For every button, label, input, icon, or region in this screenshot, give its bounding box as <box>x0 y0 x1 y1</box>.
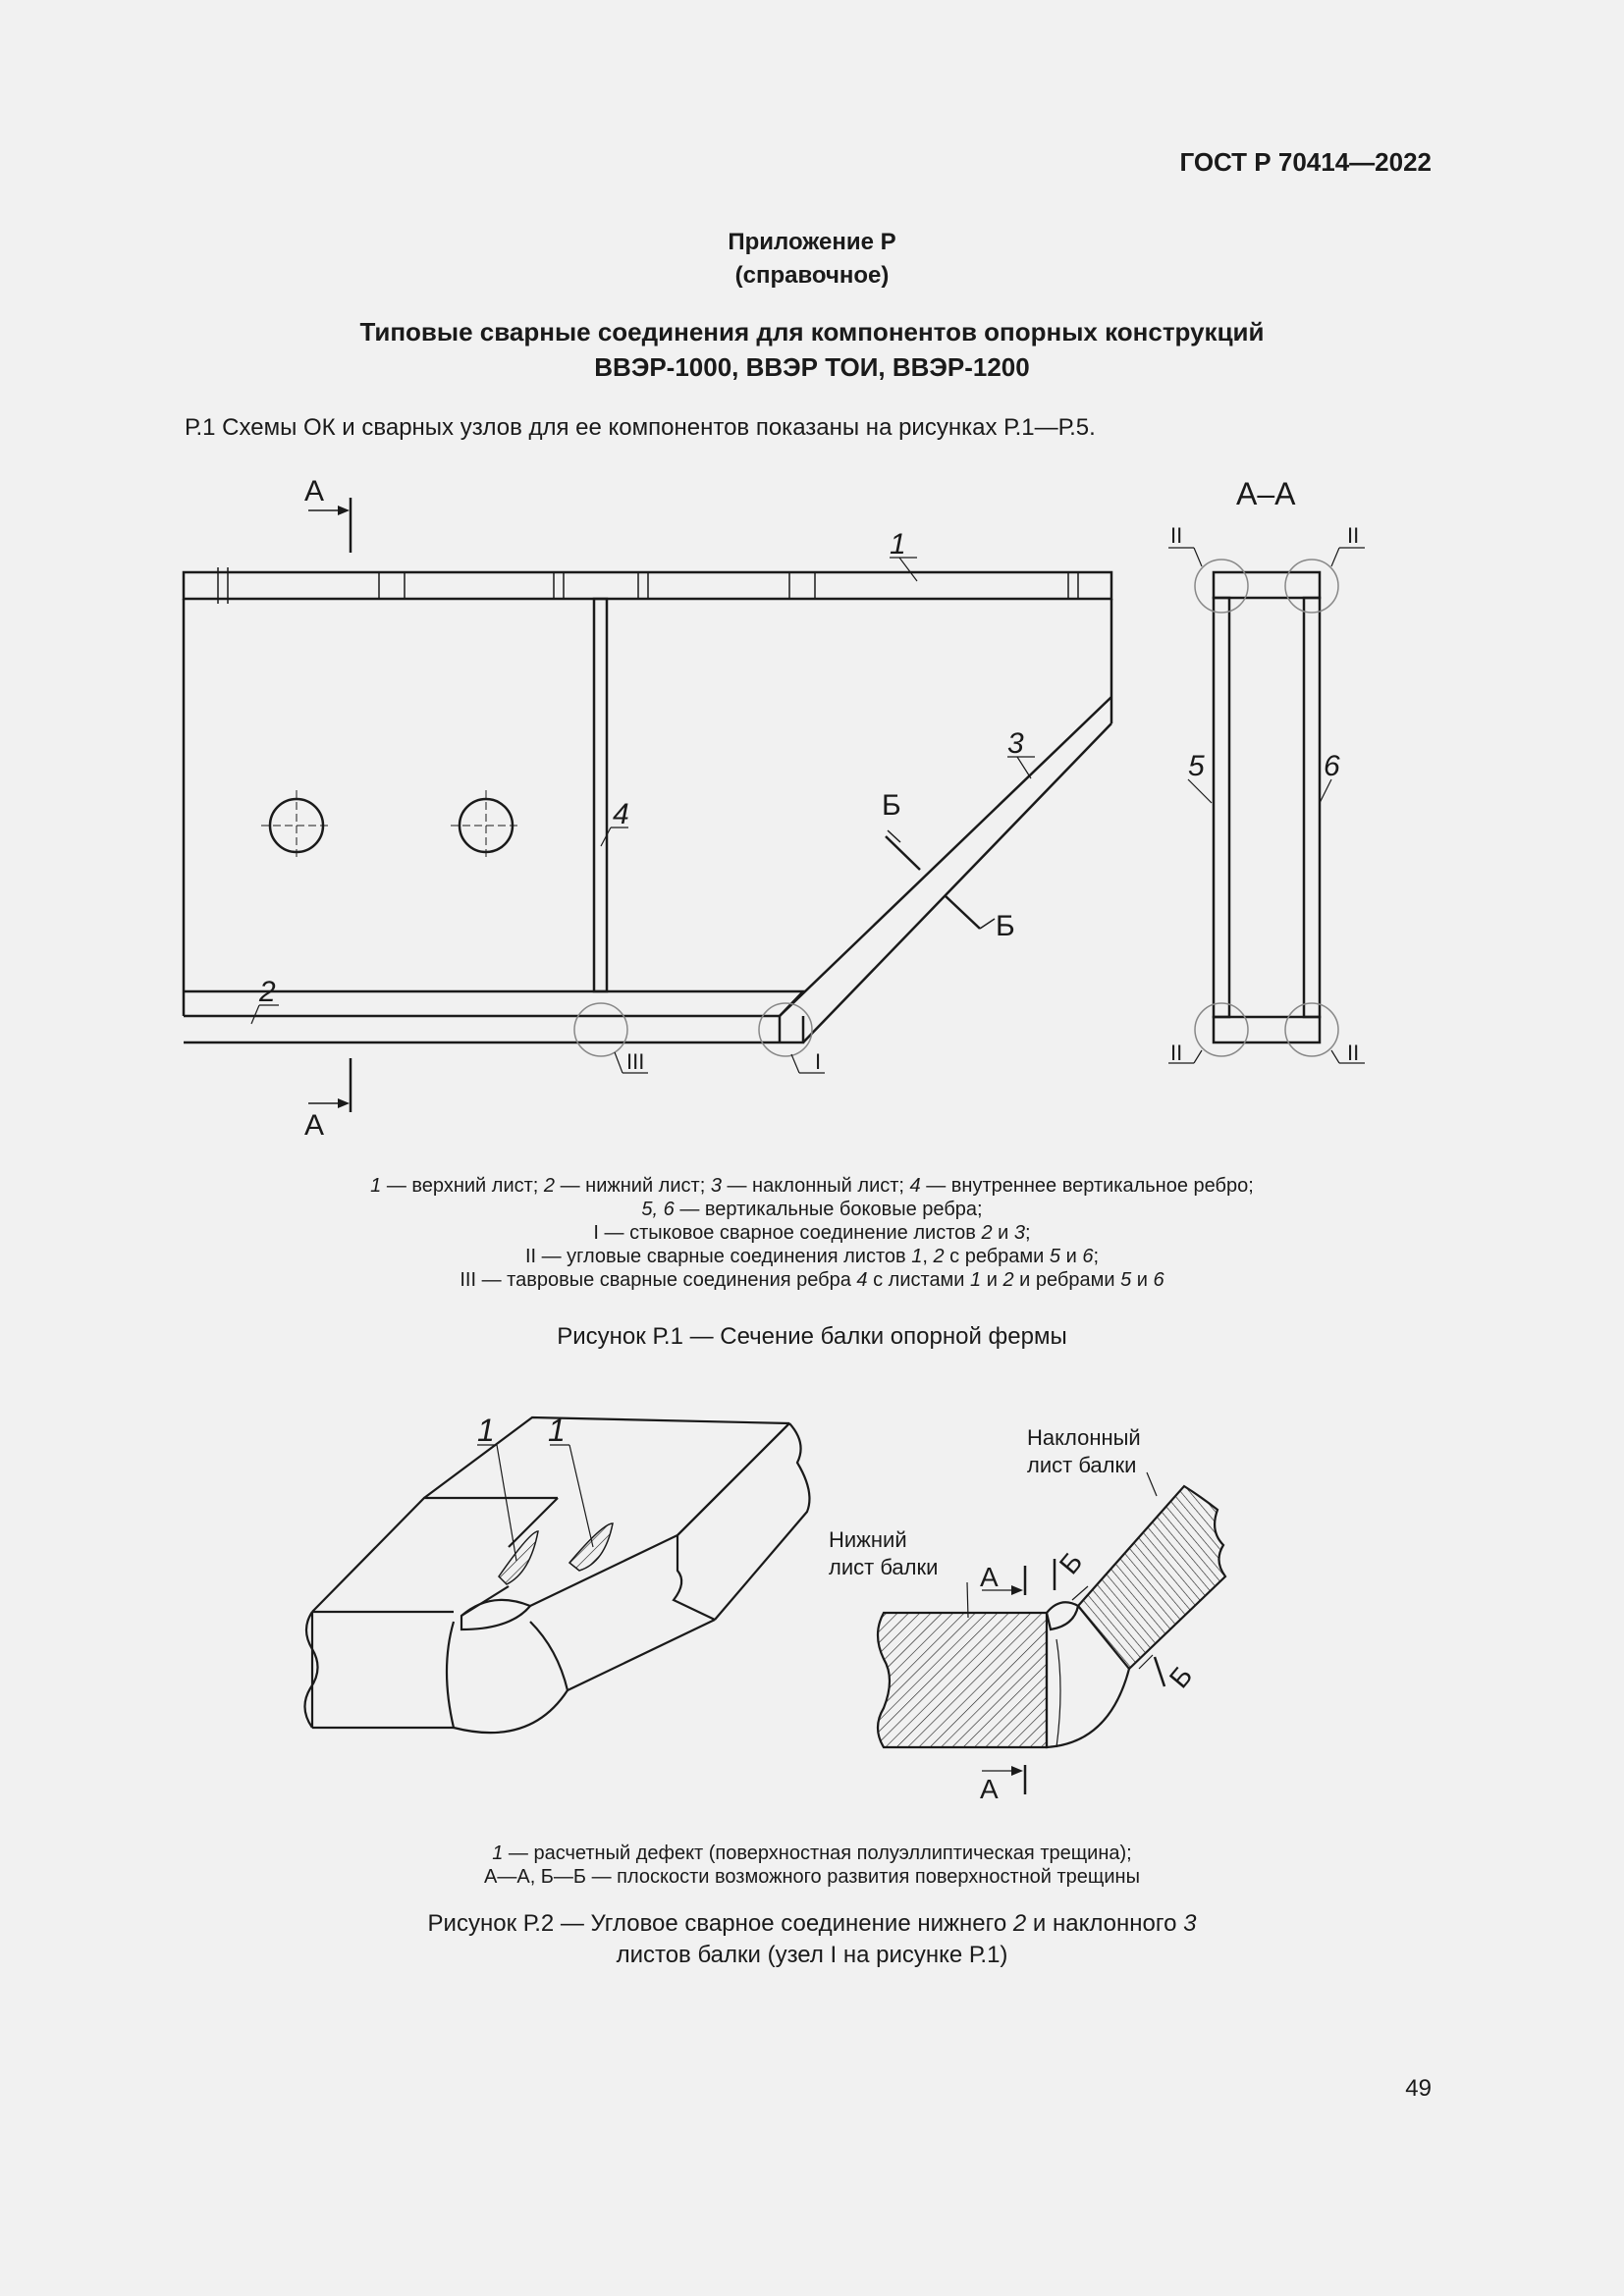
figure2-drawing <box>0 1374 1624 1826</box>
node2-circle-tr <box>1285 560 1338 613</box>
node2-label-tl: II <box>1170 523 1183 548</box>
figure2-caption-line: Рисунок Р.2 — Угловое сварное соединение нижнего 2 и наклонного 3 <box>427 1910 1197 1937</box>
figure1-legend-line: III — тавровые сварные соединения ребра 4 с листами 1 и 2 и ребрами 5 и 6 <box>460 1269 1164 1291</box>
sec-b-label-top: Б <box>1053 1546 1089 1580</box>
part3-label: 3 <box>1007 727 1024 760</box>
sec-a-label-bottom: А <box>980 1774 999 1804</box>
sec-b-label-bottom: Б <box>1163 1660 1199 1694</box>
figure1-legend <box>0 1174 1624 1292</box>
node2-circle-br <box>1285 1003 1338 1056</box>
inner-rib <box>594 599 607 991</box>
appendix-type: (справочное) <box>734 262 890 289</box>
figure2-legend-line: А—А, Б—Б — плоскости возможного развития поверхностной трещины <box>484 1866 1140 1888</box>
section-a-top-label: А <box>304 475 325 507</box>
part4-label: 4 <box>613 798 629 830</box>
section-aa-title: А–А <box>1236 476 1296 511</box>
appendix-title: Приложение Р <box>728 229 896 255</box>
standard-number: ГОСТ Р 70414—2022 <box>1179 147 1432 177</box>
figure2-caption <box>0 1908 1624 1971</box>
node2-label-br: II <box>1347 1041 1360 1065</box>
node3-label: III <box>626 1049 645 1074</box>
page-number: 49 <box>1405 2075 1432 2102</box>
sloped-label-line1: Наклонный <box>1027 1425 1141 1450</box>
bottom-label-line1: Нижний <box>829 1527 907 1552</box>
defect1-label-b: 1 <box>548 1413 566 1448</box>
figure1-caption: Рисунок Р.1 — Сечение балки опорной фермы <box>557 1323 1067 1350</box>
figure1-legend-line: 1 — верхний лист; 2 — нижний лист; 3 — наклонный лист; 4 — внутреннее вертикальное ребро; <box>370 1175 1254 1197</box>
node1-label: I <box>815 1049 822 1074</box>
figure2-caption-line: листов балки (узел I на рисунке Р.1) <box>616 1942 1008 1968</box>
sec-a-label-top: А <box>980 1562 999 1592</box>
cross-section-view <box>878 1486 1225 1747</box>
part5-label: 5 <box>1188 750 1205 782</box>
figure1-legend-line: I — стыковое сварное соединение листов 2 и 3; <box>593 1222 1031 1244</box>
bottom-label-line2: лист балки <box>829 1555 939 1579</box>
node2-circle-bl <box>1195 1003 1248 1056</box>
node2-label-tr: II <box>1347 523 1360 548</box>
sloped-plate <box>780 697 1111 1042</box>
section-b-top-label: Б <box>882 789 901 822</box>
isometric-joint <box>304 1417 809 1733</box>
section-b-bottom-label: Б <box>996 910 1015 942</box>
sloped-label-line2: лист балки <box>1027 1453 1137 1477</box>
part6-label: 6 <box>1324 750 1340 782</box>
node2-label-bl: II <box>1170 1041 1183 1065</box>
main-title-line2: ВВЭР-1000, ВВЭР ТОИ, ВВЭР-1200 <box>594 352 1030 382</box>
defect1-label-a: 1 <box>477 1413 495 1448</box>
bottom-plate <box>184 991 803 1016</box>
figure1-legend-line: 5, 6 — вертикальные боковые ребра; <box>641 1199 983 1220</box>
node2-circle-tl <box>1195 560 1248 613</box>
node3-circle <box>574 1003 627 1056</box>
intro-paragraph: Р.1 Схемы ОК и сварных узлов для ее компонентов показаны на рисунках Р.1—Р.5. <box>185 414 1096 441</box>
part2-label: 2 <box>259 976 276 1008</box>
section-aa-view <box>1214 572 1320 1042</box>
figure1-legend-line: II — угловые сварные соединения листов 1, 2 с ребрами 5 и 6; <box>524 1246 1100 1267</box>
main-title-line1: Типовые сварные соединения для компонентов опорных конструкций <box>359 317 1265 347</box>
part1-label: 1 <box>890 528 906 561</box>
figure2-legend <box>0 1842 1624 1889</box>
figure2-legend-line: 1 — расчетный дефект (поверхностная полуэллиптическая трещина); <box>492 1842 1132 1864</box>
section-a-bottom-label: А <box>304 1109 325 1142</box>
